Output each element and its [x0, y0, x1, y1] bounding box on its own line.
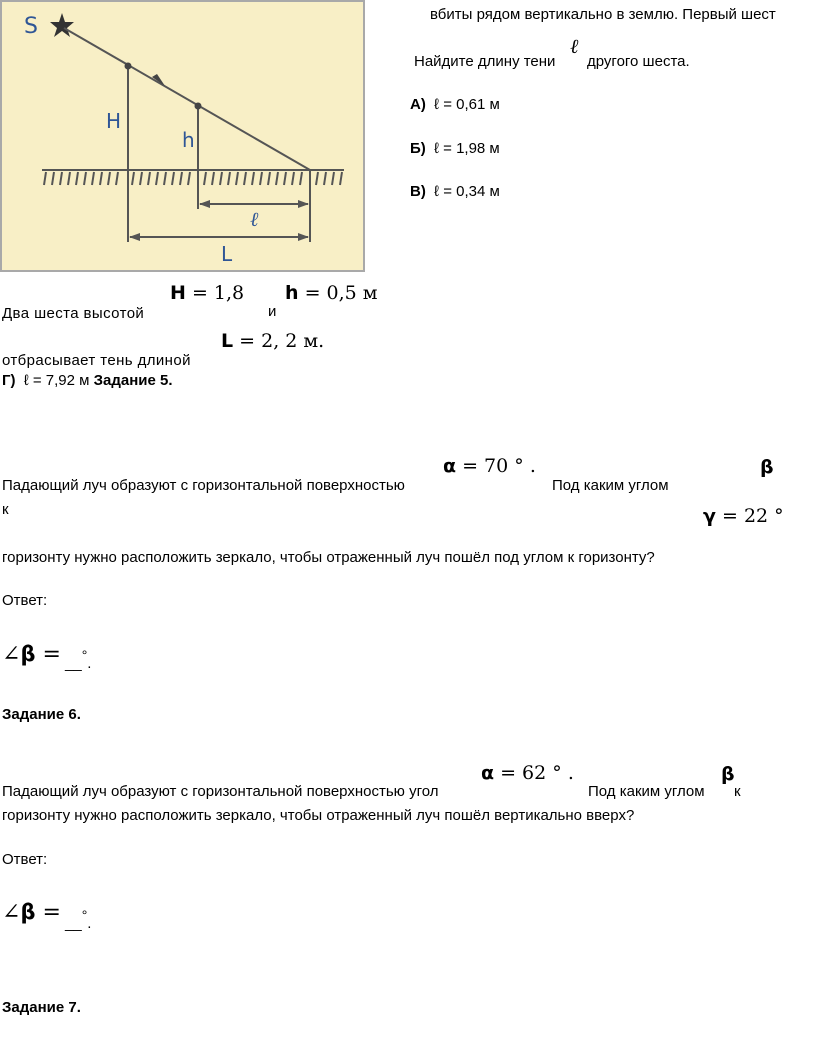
formula-gamma-22: γ = 22 °: [703, 505, 784, 527]
task5-answer-formula: ∠β =: [2, 642, 61, 667]
task6-answer-blank[interactable]: __°.: [65, 907, 92, 932]
arrow-right-icon: [298, 200, 309, 208]
option-value: ℓ = 1,98 м: [434, 140, 500, 157]
option-letter: Г): [2, 372, 16, 389]
option-b: [410, 140, 500, 157]
option-a: [410, 96, 500, 113]
option-letter: В): [410, 183, 426, 200]
beta-symbol: β: [721, 763, 735, 785]
task6-sentence-start: Падающий луч образуют с горизонтальной поверхностью угол: [2, 783, 439, 800]
option-value: ℓ = 0,34 м: [434, 183, 500, 200]
task6-sentence-end: горизонту нужно расположить зеркало, чтобы отраженный луч пошёл вертикально вверх?: [2, 807, 635, 824]
option-c: [410, 183, 500, 200]
option-value: ℓ = 0,61 м: [434, 96, 500, 113]
task6-answer-formula: ∠β =: [2, 900, 61, 925]
task5-sentence-end: горизонту нужно расположить зеркало, чтобы отраженный луч пошёл под углом к горизонту?: [2, 549, 655, 566]
task5-at-what-angle: Под каким углом: [552, 477, 669, 494]
task4-line-top: вбиты рядом вертикально в землю. Первый шест: [430, 6, 776, 23]
formula-L: L = 2, 2 м.: [221, 330, 325, 352]
task5-sentence-start: Падающий луч образуют с горизонтальной поверхностью: [2, 477, 405, 494]
big-pole-top: [125, 63, 132, 70]
beta-symbol: β: [760, 456, 774, 478]
task6-answer-label: Ответ:: [2, 851, 48, 868]
formula-h: h = 0,5 м: [285, 282, 378, 304]
long-shadow-label: L: [221, 242, 233, 266]
casts-shadow-text: отбрасывает тень длиной: [2, 352, 191, 369]
task6-title: Задание 6.: [2, 706, 81, 723]
task5-answer-label: Ответ:: [2, 592, 48, 609]
formula-H: H = 1,8: [170, 282, 245, 304]
ell-symbol: ℓ: [570, 34, 579, 58]
small-pole-label: h: [182, 128, 195, 152]
task4-find-suffix: другого шеста.: [587, 53, 690, 70]
formula-alpha-62: α = 62 ° .: [481, 762, 574, 784]
star-label: S: [24, 14, 38, 39]
big-pole-label: H: [106, 109, 122, 133]
small-pole-top: [195, 103, 202, 110]
task5-title: Задание 5.: [93, 372, 173, 389]
task7-title: Задание 7.: [2, 999, 81, 1016]
task5-k-word: к: [2, 501, 9, 518]
task5-answer-blank[interactable]: __°.: [65, 647, 92, 672]
ground-hatching: [44, 172, 342, 185]
option-value: ℓ = 7,92 м: [23, 372, 90, 389]
option-letter: А): [410, 96, 426, 113]
and-word: и: [268, 303, 277, 320]
short-shadow-label: ℓ: [250, 207, 259, 231]
option-d-line: [2, 372, 173, 389]
star-icon: [50, 13, 74, 37]
arrow-left-icon: [129, 233, 140, 241]
shadow-diagram: [0, 0, 365, 272]
arrow-right-icon: [298, 233, 309, 241]
task4-find-prefix: Найдите длину тени: [414, 53, 556, 70]
task6-k-word: к: [734, 783, 741, 800]
two-poles-text: Два шеста высотой: [2, 305, 145, 322]
arrow-left-icon: [199, 200, 210, 208]
task6-at-what-angle: Под каким углом: [588, 783, 705, 800]
formula-alpha-70: α = 70 ° .: [443, 455, 536, 477]
option-letter: Б): [410, 140, 426, 157]
